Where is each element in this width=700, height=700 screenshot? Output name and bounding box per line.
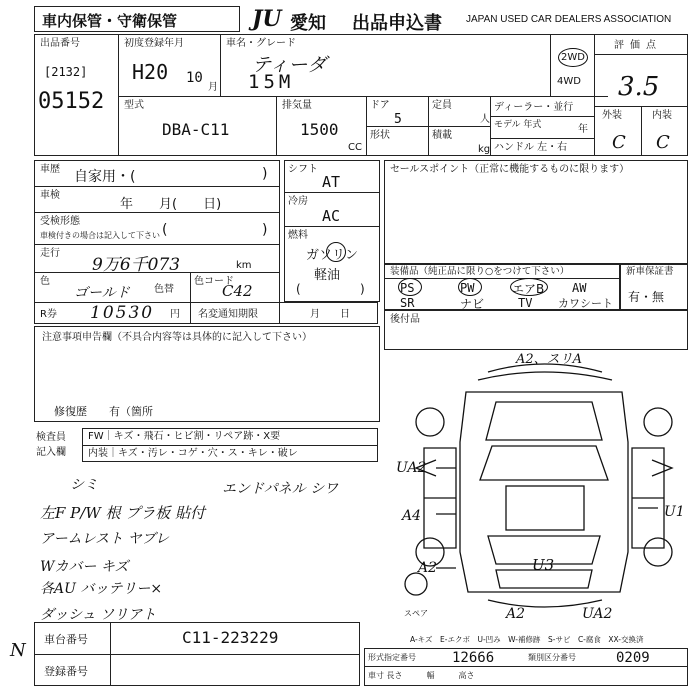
recycle-label: R券: [40, 309, 57, 320]
type-value: DBA-C11: [162, 120, 230, 139]
displacement-value: 1500: [300, 120, 339, 139]
new-warranty-label: 新車保証書: [626, 266, 674, 277]
equipment-airbag: エアB: [512, 282, 545, 296]
registration-month: 10: [186, 70, 203, 86]
fuel-gasoline: ガソリン: [306, 248, 359, 263]
storage-note: 車内保管・守衛保管: [42, 12, 178, 30]
association-name: JAPAN USED CAR DEALERS ASSOCIATION: [466, 14, 672, 25]
dealer-handle: ハンドル 左・右: [494, 142, 568, 153]
type-designation-label: 形式指定番号: [368, 653, 416, 662]
equipment-airbag-circle: [510, 278, 548, 296]
tax-label: 名変通知期限: [198, 309, 258, 320]
fuel-close: ): [360, 282, 365, 296]
history-close: ): [262, 166, 268, 182]
registration-era-year: H20: [132, 60, 169, 84]
sales-point-block: [384, 160, 688, 264]
color-label: 色: [40, 276, 50, 287]
aircon-value: AC: [322, 207, 341, 225]
recycle-value: 10530: [90, 303, 155, 323]
exterior-label: 外装: [602, 110, 622, 121]
sales-point-label: セールスポイント（正常に機能するものに限ります）: [390, 164, 630, 175]
color-code: C42: [222, 282, 253, 300]
registration-label: 初度登録年月: [124, 38, 184, 49]
drive-4wd: 4WD: [557, 76, 581, 87]
fuel-diesel: 軽油: [314, 268, 341, 283]
recycle-unit: 円: [170, 309, 180, 320]
receipt-close: ): [262, 222, 268, 238]
notes-label: 注意事項申告欄（不具合内容等は具体的に記入して下さい）: [42, 332, 312, 343]
note-line-5: Wカバー キズ: [40, 559, 129, 575]
lot-number: 05152: [38, 89, 105, 114]
equipment-ps: PS: [400, 281, 415, 295]
model-name: ティーダ: [252, 54, 327, 76]
receipt-label: 受検形態: [40, 216, 80, 227]
exterior-grade: C: [612, 132, 626, 153]
fuel-label: 燃料: [288, 230, 308, 241]
equipment-navi: ナビ: [460, 297, 485, 311]
grade-score-overall: 3.5: [618, 72, 660, 102]
drive-2wd: 2WD: [558, 48, 588, 67]
chassis-label: 車台番号: [44, 633, 88, 646]
ju-logo: JU: [252, 6, 282, 32]
equipment-pw: PW: [460, 281, 475, 295]
displacement-unit: CC: [348, 142, 362, 153]
capacity-unit: 人: [480, 114, 490, 125]
history-value: 自家用・(: [74, 169, 136, 185]
inspection-value: 年 月( 日): [120, 197, 222, 212]
type-designation-value: 12666: [452, 650, 495, 666]
mileage-label: 走行: [40, 248, 60, 259]
dealer-year-unit: 年: [578, 124, 588, 135]
damage-mark-right: U1: [664, 504, 685, 520]
lot-number-label: 出品番号: [40, 38, 80, 49]
class-number-label: 類別区分番号: [528, 653, 576, 662]
note-line-2: エンドパネル シワ: [222, 481, 339, 497]
registration-month-unit: 月: [208, 82, 218, 93]
model-label: 車名・グレード: [226, 38, 296, 49]
capacity-label: 定員: [432, 100, 452, 111]
fuel-selected-circle: [326, 242, 346, 262]
note-line-6: 各AU バッテリー×: [40, 581, 163, 597]
post-install-block: [384, 310, 688, 350]
mileage-value: 9万6千073: [92, 255, 181, 275]
mileage-unit: km: [236, 260, 252, 271]
lot-sub-number: [2132]: [44, 65, 88, 79]
shape-label: 形状: [370, 130, 390, 141]
damage-mark-bottom-2: UA2: [582, 606, 613, 622]
equipment-tv: TV: [518, 296, 533, 310]
grade-score-label: 評価点: [614, 40, 662, 51]
inspector-row-2: 内装｜キズ・汚レ・コゲ・穴・ス・キレ・破レ: [88, 448, 298, 459]
displacement-label: 排気量: [282, 100, 312, 111]
equipment-sr: SR: [400, 296, 415, 310]
aircon-label: 冷房: [288, 196, 308, 207]
note-line-7: ダッシュ ソリアト: [40, 607, 157, 623]
fuel-open: (: [296, 282, 301, 296]
note-line-1: シミ: [70, 477, 98, 493]
spare-label: スペア: [404, 609, 428, 618]
doors-value: 5: [394, 112, 402, 127]
inspector-row-1: FW｜キズ・飛石・ヒビ割・リペア跡・X要: [88, 431, 281, 442]
equipment-kawa-seat: カワシート: [558, 297, 613, 310]
equipment-pw-circle: [458, 278, 482, 296]
type-label: 型式: [124, 100, 144, 111]
history-label: 車歴: [40, 164, 60, 175]
doors-label: ドア: [370, 100, 390, 111]
vehicle-size-label: 車寸 長さ 幅 高さ: [368, 671, 475, 680]
model-grade: 15M: [248, 71, 295, 93]
interior-label: 内装: [652, 110, 672, 121]
damage-mark-left-3: A2: [418, 560, 438, 576]
chassis-number: C11-223229: [182, 628, 279, 647]
load-label: 積載: [432, 130, 452, 141]
interior-grade: C: [656, 132, 670, 153]
post-install-label: 後付品: [390, 314, 420, 325]
damage-legend: A-キズ E-エクボ U-凹み W-補修跡 S-サビ C-腐食 XX-交換済: [410, 635, 644, 644]
equipment-label: 装備品（純正品に限り○をつけて下さい）: [390, 266, 570, 277]
sheet-title: 出品申込書: [352, 13, 442, 34]
brand-name: 愛知: [290, 13, 326, 34]
reg-number-label: 登録番号: [44, 665, 88, 678]
color-change-label: 色替: [154, 284, 174, 295]
receipt-open: (: [162, 222, 168, 238]
inspection-label: 車検: [40, 190, 60, 201]
tax-unit: 月 日: [310, 309, 350, 320]
class-number-value: 0209: [616, 650, 650, 666]
shift-value: AT: [322, 173, 341, 191]
note-line-3: 左F P/W 根 プラ板 貼付: [40, 504, 206, 522]
inspector-label-2: 記入欄: [36, 447, 66, 458]
damage-mark-bottom-1: A2: [506, 606, 526, 622]
damage-mark-top: A2、スリA: [516, 352, 583, 367]
note-line-4: アームレスト ヤブレ: [40, 531, 170, 547]
repair-history: 修復歴 有（箇所: [54, 405, 153, 418]
receipt-sub: 車検付きの場合は記入して下さい: [40, 231, 160, 240]
margin-mark: N: [10, 640, 26, 661]
shift-label: シフト: [288, 164, 318, 175]
color-code-label: 色コード: [194, 276, 234, 287]
damage-mark-center: U3: [532, 556, 555, 574]
load-unit: kg: [478, 144, 491, 155]
dealer-model-year: モデル 年式: [494, 120, 542, 130]
dealer-parallel: ディーラー・並行: [494, 102, 574, 113]
color-value: ゴールド: [74, 285, 130, 301]
damage-mark-left-2: A4: [402, 508, 422, 524]
equipment-aw: AW: [572, 281, 587, 295]
car-diagram: [396, 352, 692, 620]
inspector-label-1: 検査員: [36, 432, 66, 443]
damage-mark-left-1: UA2: [396, 460, 427, 476]
new-warranty-value: 有・無: [628, 290, 665, 304]
equipment-ps-circle: [398, 278, 422, 296]
